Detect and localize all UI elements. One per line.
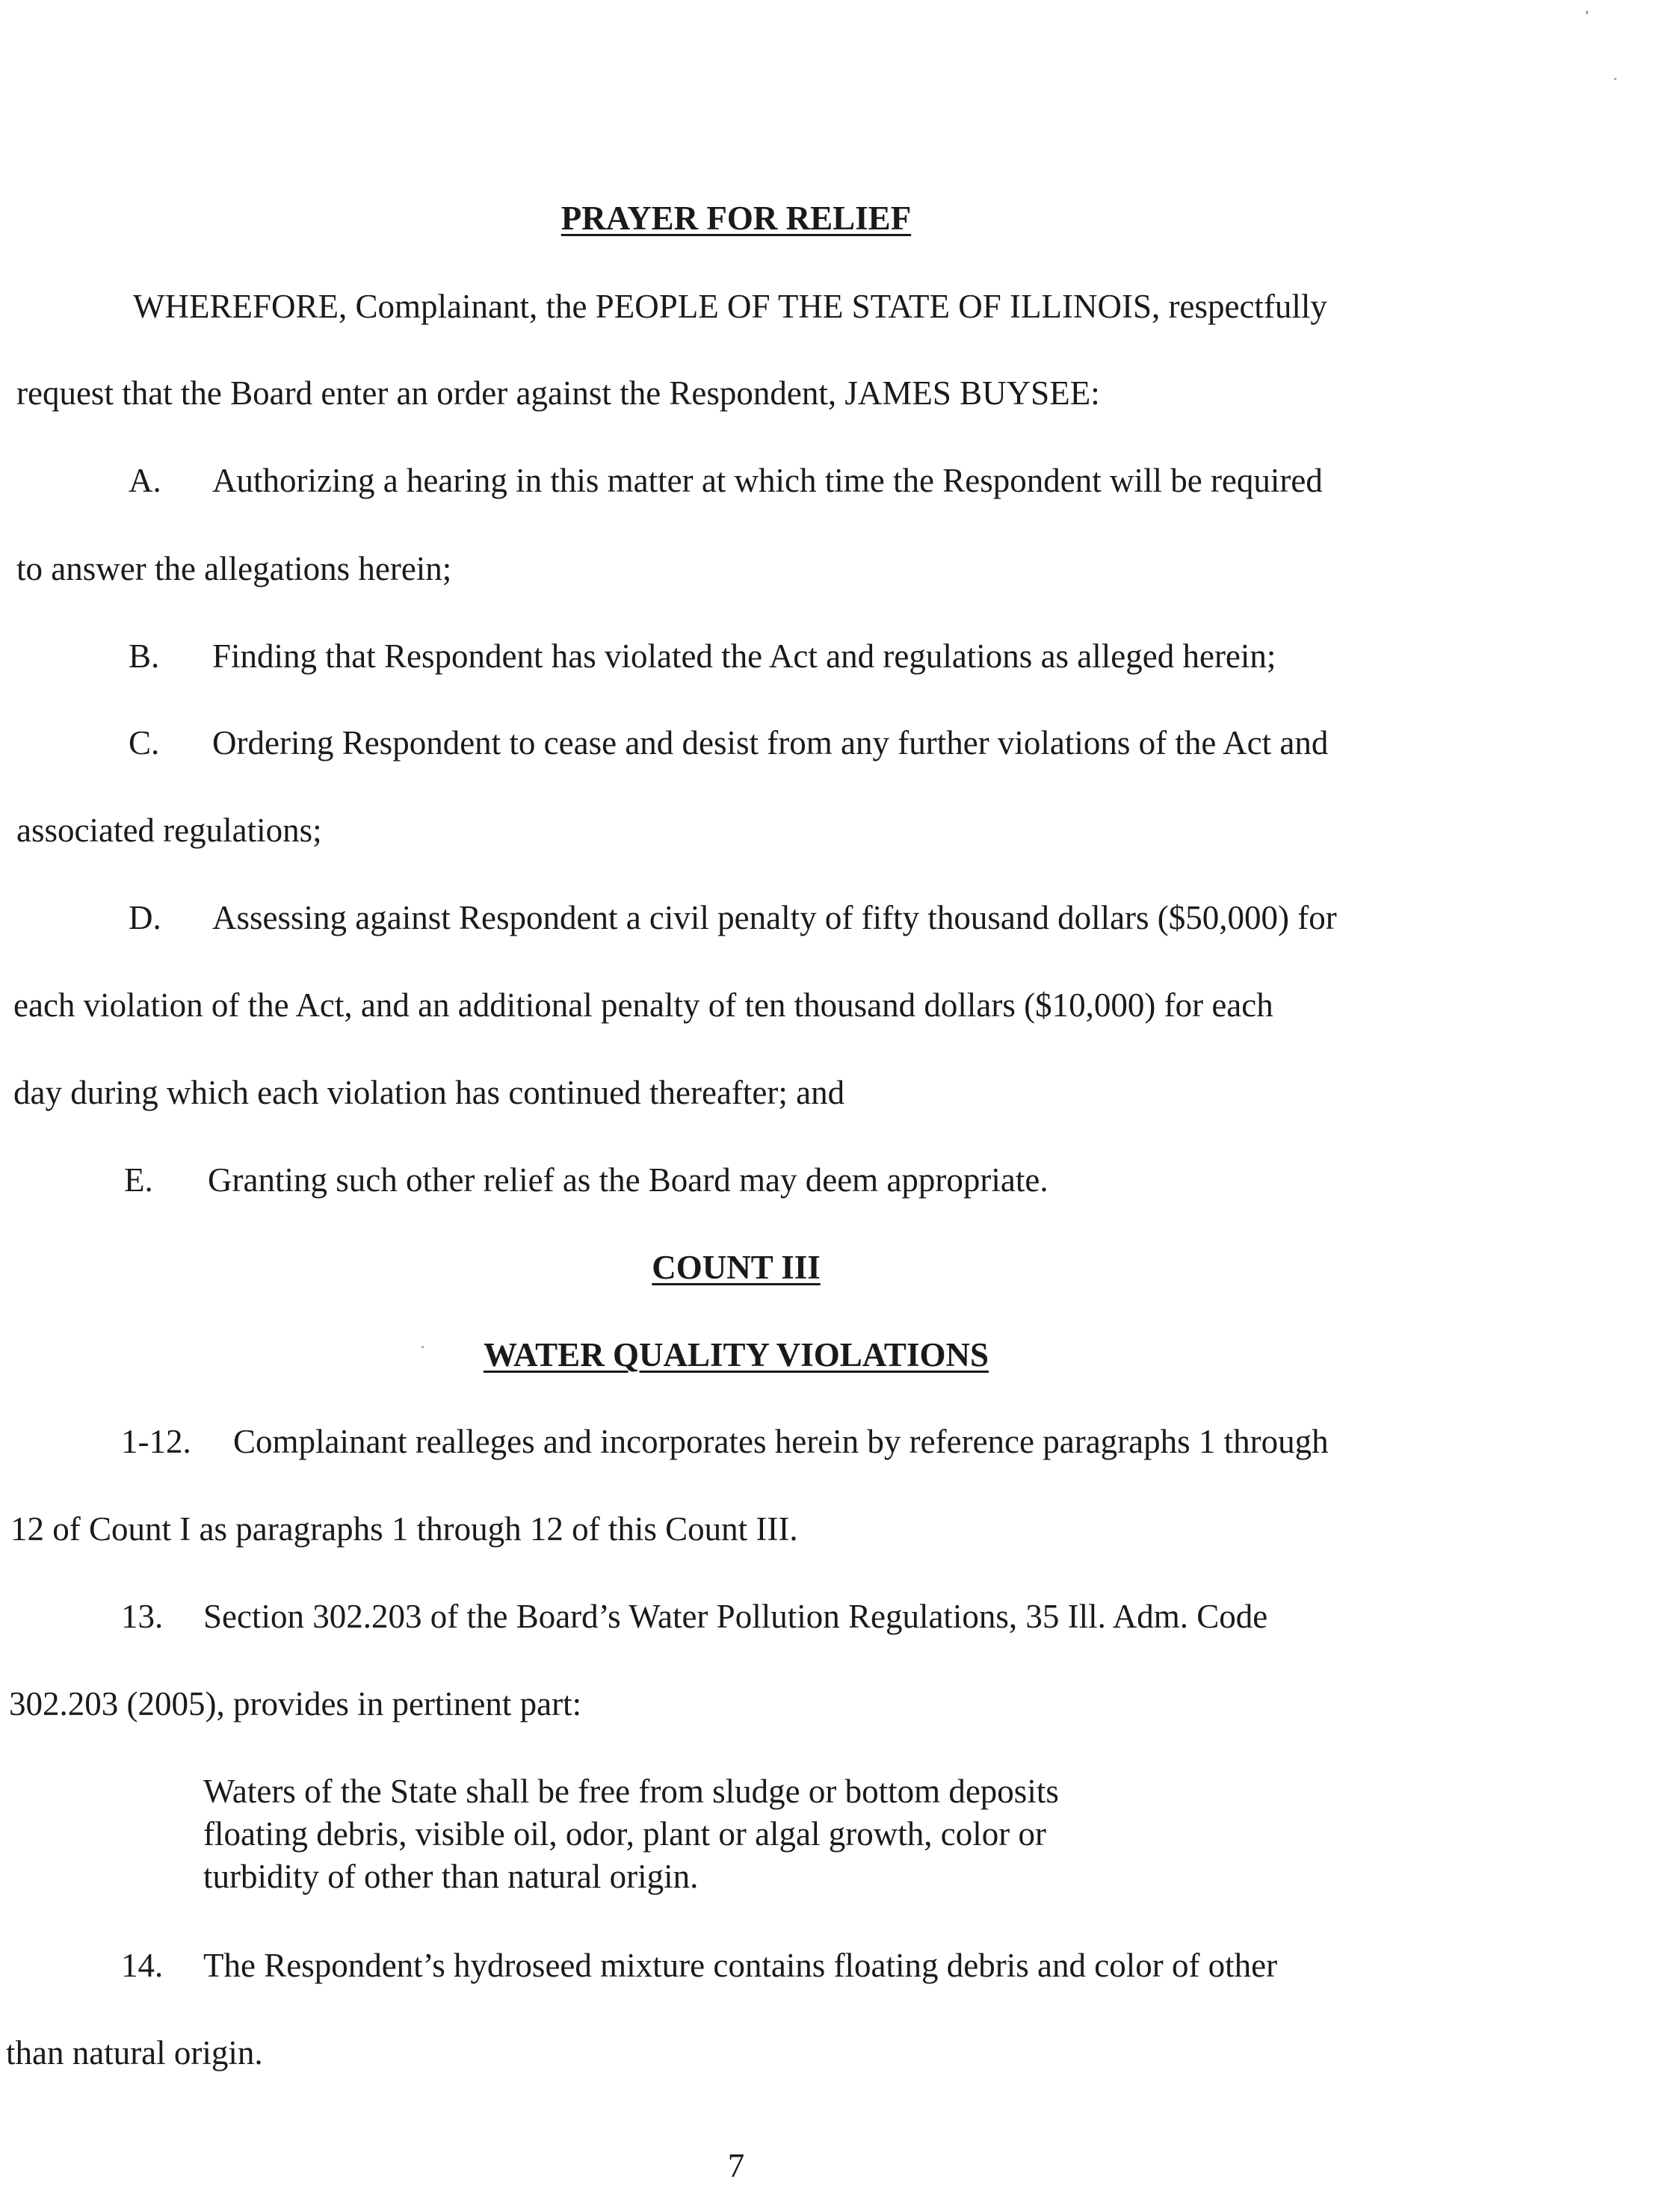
item-b-line-1: Finding that Respondent has violated the Act and regulations as alleged herein; [212,637,1276,675]
scan-speck [1586,10,1588,14]
intro-line-2: request that the Board enter an order against the Respondent, JAMES BUYSEE: [16,374,1100,412]
paragraph-13-line-2: 302.203 (2005), provides in pertinent part: [9,1685,582,1723]
paragraph-13-number: 13. [121,1598,164,1635]
item-a-marker: A. [129,462,161,499]
item-d-line-1: Assessing against Respondent a civil penalty of fifty thousand dollars ($50,000) for [212,899,1337,936]
page-number: 7 [727,2147,745,2184]
item-d-line-3: day during which each violation has continued thereafter; and [13,1074,845,1111]
paragraph-14-line-1: The Respondent’s hydroseed mixture contains floating debris and color of other [203,1947,1278,1984]
item-a-line-1: Authorizing a hearing in this matter at which time the Respondent will be required [212,462,1323,499]
paragraph-1-12-number: 1-12. [121,1423,191,1460]
water-quality-violations-heading: WATER QUALITY VIOLATIONS [484,1336,989,1374]
intro-line-1: WHEREFORE, Complainant, the PEOPLE OF THE STATE OF ILLINOIS, respectfully [133,288,1327,325]
quote-line-1: Waters of the State shall be free from sludge or bottom deposits [203,1773,1059,1810]
count-iii-heading: COUNT III [652,1249,821,1286]
item-a-line-2: to answer the allegations herein; [16,550,452,587]
prayer-for-relief-heading: PRAYER FOR RELIEF [560,200,912,237]
item-d-marker: D. [129,899,161,936]
item-e-line-1: Granting such other relief as the Board may deem appropriate. [208,1161,1048,1199]
quote-line-3: turbidity of other than natural origin. [203,1858,699,1895]
paragraph-1-12-line-1: Complainant realleges and incorporates herein by reference paragraphs 1 through [233,1423,1329,1460]
item-c-marker: C. [129,724,160,761]
quote-line-2: floating debris, visible oil, odor, plant or algal growth, color or [203,1815,1046,1853]
scan-speck [1614,78,1616,80]
item-e-marker: E. [124,1161,153,1199]
paragraph-14-line-2: than natural origin. [6,2034,263,2072]
item-c-line-2: associated regulations; [16,812,322,849]
item-d-line-2: each violation of the Act, and an additional penalty of ten thousand dollars ($10,000) for each [13,986,1273,1024]
paragraph-14-number: 14. [121,1947,164,1984]
scan-speck [421,1346,424,1348]
paragraph-1-12-line-2: 12 of Count I as paragraphs 1 through 12 of this Count III. [10,1510,798,1548]
item-b-marker: B. [129,637,160,675]
item-c-line-1: Ordering Respondent to cease and desist from any further violations of the Act and [212,724,1329,761]
paragraph-13-line-1: Section 302.203 of the Board’s Water Pollution Regulations, 35 Ill. Adm. Code [203,1598,1268,1635]
